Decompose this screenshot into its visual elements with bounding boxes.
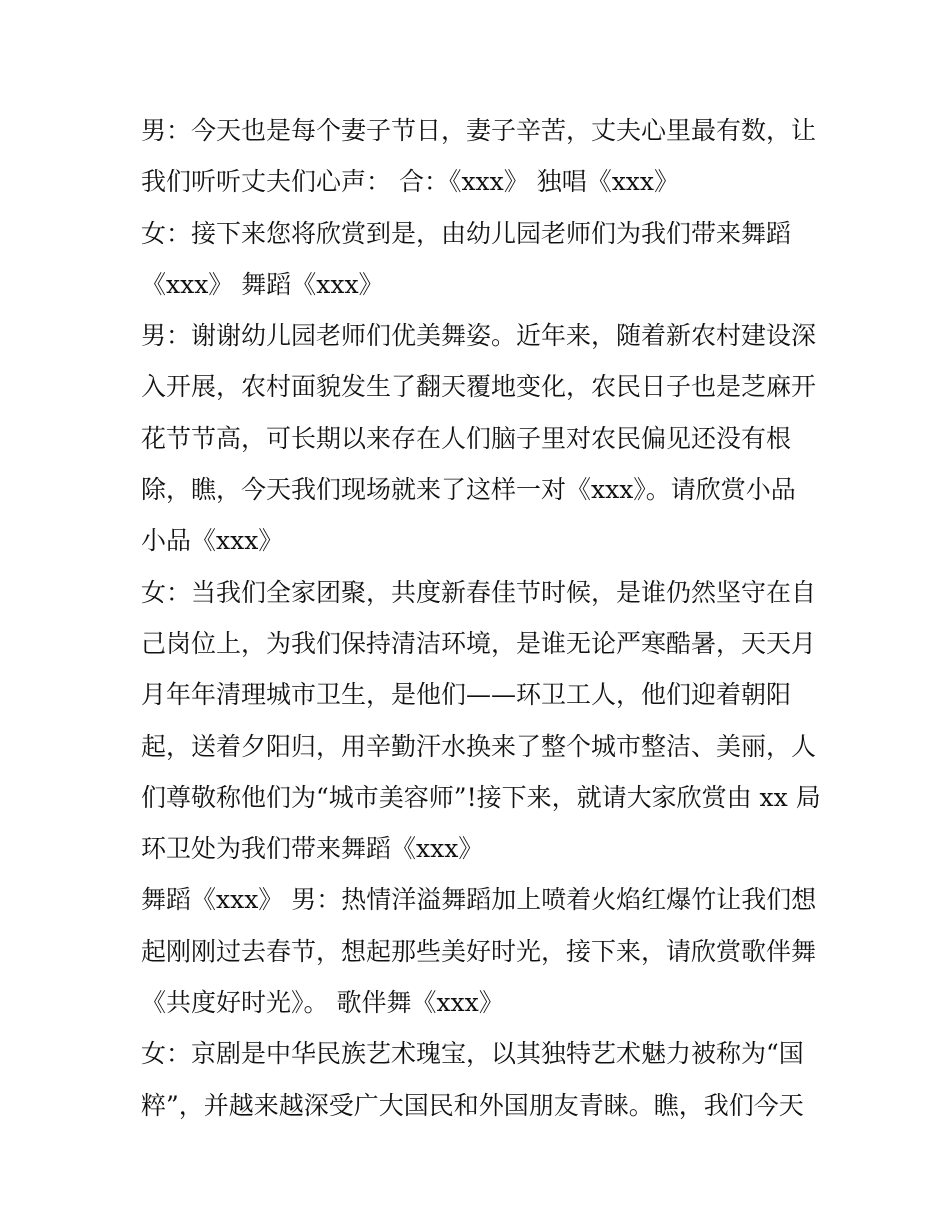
text-line: 女：京剧是中华民族艺术瑰宝，以其独特艺术魅力被称为“国 <box>141 1039 804 1069</box>
text-line: 《xxx》 舞蹈《xxx》 <box>141 269 384 299</box>
text-line: 月年年清理城市卫生，是他们——环卫工人，他们迎着朝阳 <box>141 680 792 710</box>
text-line: 男：今天也是每个妻子节日，妻子辛苦，丈夫心里最有数，让 <box>141 116 817 145</box>
text-line: 女：接下来您将欣赏到是，由幼儿园老师们为我们带来舞蹈 <box>141 218 792 248</box>
text-line: 除，瞧，今天我们现场就来了这样一对《xxx》。请欣赏小品 <box>141 475 796 505</box>
text-line: 《共度好时光》。 歌伴舞《xxx》 <box>141 988 504 1018</box>
text-line: 花节节高，可长期以来存在人们脑子里对农民偏见还没有根 <box>141 423 792 453</box>
text-line: 女：当我们全家团聚，共度新春佳节时候，是谁仍然坚守在自 <box>141 577 817 607</box>
text-line: 男：谢谢幼儿园老师们优美舞姿。近年来，随着新农村建设深 <box>141 321 817 351</box>
text-line: 粹”，并越来越深受广大国民和外国朋友青睐。瞧，我们今天 <box>141 1090 804 1120</box>
document-body <box>141 105 821 1131</box>
text-line: 小品《xxx》 <box>141 526 284 556</box>
text-line: 们尊敬称他们为“城市美容师”!接下来，就请大家欣赏由 xx 局 <box>141 782 821 812</box>
text-line: 起，送着夕阳归，用辛勤汗水换来了整个城市整洁、美丽，人 <box>141 731 817 761</box>
text-line: 环卫处为我们带来舞蹈《xxx》 <box>141 834 484 864</box>
text-line: 起刚刚过去春节，想起那些美好时光，接下来，请欣赏歌伴舞 <box>141 936 817 966</box>
text-line: 舞蹈《xxx》 男：热情洋溢舞蹈加上喷着火焰红爆竹让我们想 <box>141 885 817 915</box>
text-line: 入开展，农村面貌发生了翻天覆地变化，农民日子也是芝麻开 <box>141 372 817 402</box>
text-line: 我们听听丈夫们心声： 合：《xxx》 独唱《xxx》 <box>141 167 679 197</box>
text-line: 己岗位上，为我们保持清洁环境，是谁无论严寒酷暑，天天月 <box>141 628 817 658</box>
